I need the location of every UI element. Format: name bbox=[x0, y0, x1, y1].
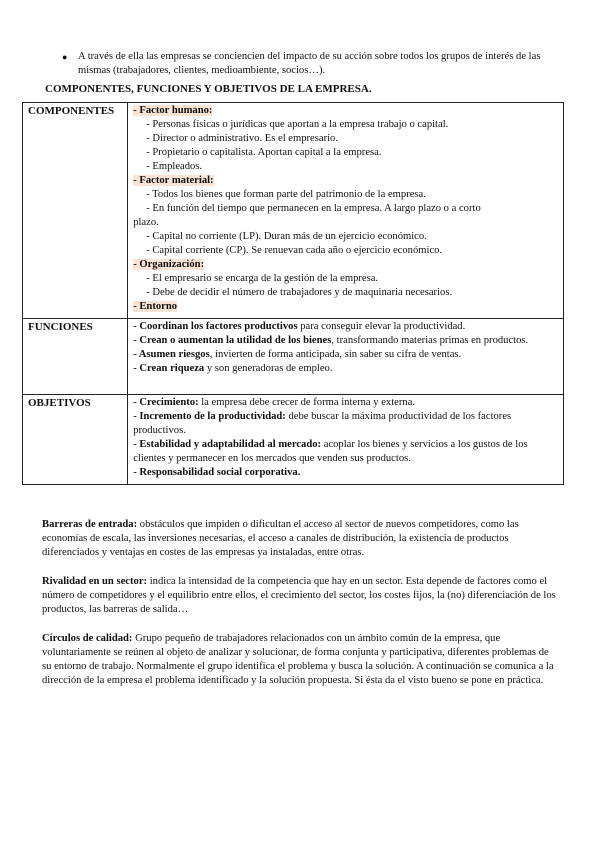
list-item bbox=[133, 396, 558, 410]
item-term: - Crean o aumentan la utilidad de los bienes bbox=[133, 335, 332, 346]
item-term: - Incremento de la productividad: bbox=[133, 411, 286, 422]
list-item: - Director o administrativo. Es el empresario. bbox=[146, 133, 338, 144]
list-item: - Capital corriente (CP). Se renuevan cada año o ejercicio económico. bbox=[146, 245, 443, 256]
list-item bbox=[133, 348, 558, 362]
item-text: , transformando materias primas en productos. bbox=[331, 335, 529, 346]
row-label-componentes: COMPONENTES bbox=[23, 103, 128, 319]
row-label-funciones: FUNCIONES bbox=[23, 319, 128, 395]
spacer bbox=[133, 376, 558, 390]
list-item bbox=[133, 466, 558, 480]
list-item: - Empleados. bbox=[146, 161, 203, 172]
list-item bbox=[133, 438, 558, 466]
item-term: - Responsabilidad social corporativa. bbox=[133, 467, 301, 478]
intro-bullet-text: A través de ella las empresas se conciencien del impacto de su acción sobre todos los grupos de interés de las mismas (trabajadores, clientes, medioambiente, socios…). bbox=[78, 51, 541, 76]
entorno-heading: - Entorno bbox=[133, 301, 178, 312]
bullet-dot-icon: ● bbox=[62, 52, 68, 62]
list-item bbox=[133, 362, 558, 376]
factor-material-heading: - Factor material: bbox=[133, 175, 214, 186]
item-text: y son generadoras de empleo. bbox=[204, 363, 333, 374]
list-item-continuation: plazo. bbox=[133, 217, 159, 228]
paragraph-rivalidad bbox=[42, 575, 560, 617]
factor-humano-heading: - Factor humano: bbox=[133, 105, 213, 116]
funciones-content bbox=[128, 319, 564, 395]
item-text: acoplar los bienes y servicios a los gustos de los clientes y permanecer en los mercados que venden sus productos. bbox=[133, 439, 528, 464]
list-item: - En función del tiempo que permanecen en la empresa. A largo plazo o a corto bbox=[146, 203, 481, 214]
table-row-funciones bbox=[23, 319, 564, 395]
list-item bbox=[133, 334, 558, 348]
objetivos-content bbox=[128, 395, 564, 485]
table-row-componentes bbox=[23, 103, 564, 319]
paragraph-text: Grupo pequeño de trabajadores relacionados con un ámbito común de la empresa, que voluntariamente se reúnen al objeto de analizar y solucionar, de forma conjunta y participativa, diferentes problemas de su entorno de trabajo. Normalmente el grupo identifica el problema y busca la solución. A continuación se comunica a la dirección de la empresa el problema identificado y la solución propuesta. Si ésta da el visto bueno se pone en práctica. bbox=[42, 633, 554, 686]
row-label-objetivos: OBJETIVOS bbox=[23, 395, 128, 485]
paragraph-term: Rivalidad en un sector: bbox=[42, 576, 148, 587]
list-item bbox=[133, 410, 558, 438]
paragraph-barreras bbox=[42, 518, 560, 560]
paragraph-term: Círculos de calidad: bbox=[42, 633, 133, 644]
paragraph-term: Barreras de entrada: bbox=[42, 519, 138, 530]
table-row-objetivos bbox=[23, 395, 564, 485]
paragraph-text: indica la intensidad de la competencia que hay en un sector. Esta depende de factores como el número de competidores y el equilibrio entre ellos, el crecimiento del sector, los costes fijos, la (no) diferenciación de los productos, las barreras de salida… bbox=[42, 576, 556, 615]
item-term: - Coordinan los factores productivos bbox=[133, 321, 298, 332]
list-item bbox=[133, 320, 558, 334]
item-term: - Crecimiento: bbox=[133, 397, 199, 408]
organizacion-heading: - Organización: bbox=[133, 259, 205, 270]
item-term: - Crean riqueza bbox=[133, 363, 205, 374]
item-text: la empresa debe crecer de forma interna y externa. bbox=[198, 397, 416, 408]
item-text: debe buscar la máxima productividad de los factores productivos. bbox=[133, 411, 512, 436]
item-term: - Estabilidad y adaptabilidad al mercado: bbox=[133, 439, 322, 450]
list-item: - Propietario o capitalista. Aportan capital a la empresa. bbox=[146, 147, 382, 158]
paragraph-circulos bbox=[42, 632, 560, 688]
list-item: - Debe de decidir el número de trabajadores y de maquinaria necesarios. bbox=[146, 287, 453, 298]
components-table bbox=[22, 102, 564, 485]
list-item: - Personas físicas o jurídicas que aportan a la empresa trabajo o capital. bbox=[146, 119, 449, 130]
list-item: - Capital no corriente (LP). Duran más de un ejercicio económico. bbox=[146, 231, 427, 242]
componentes-content bbox=[128, 103, 564, 319]
list-item: - Todos los bienes que forman parte del patrimonio de la empresa. bbox=[146, 189, 426, 200]
paragraph-text: obstáculos que impiden o dificultan el acceso al sector de nuevos competidores, como las economías de escala, las inversiones necesarias, el acceso a canales de distribución, la existencia de productos diferenciados y ventajas en costes de las empresas ya instaladas, entre otras. bbox=[42, 519, 519, 558]
list-item: - El empresario se encarga de la gestión de la empresa. bbox=[146, 273, 379, 284]
item-term: - Asumen riesgos bbox=[133, 349, 210, 360]
item-text: , invierten de forma anticipada, sin saber su cifra de ventas. bbox=[209, 349, 462, 360]
item-text: para conseguir elevar la productividad. bbox=[297, 321, 466, 332]
section-title: COMPONENTES, FUNCIONES Y OBJETIVOS DE LA EMPRESA. bbox=[45, 83, 372, 95]
intro-bullet bbox=[62, 50, 552, 78]
